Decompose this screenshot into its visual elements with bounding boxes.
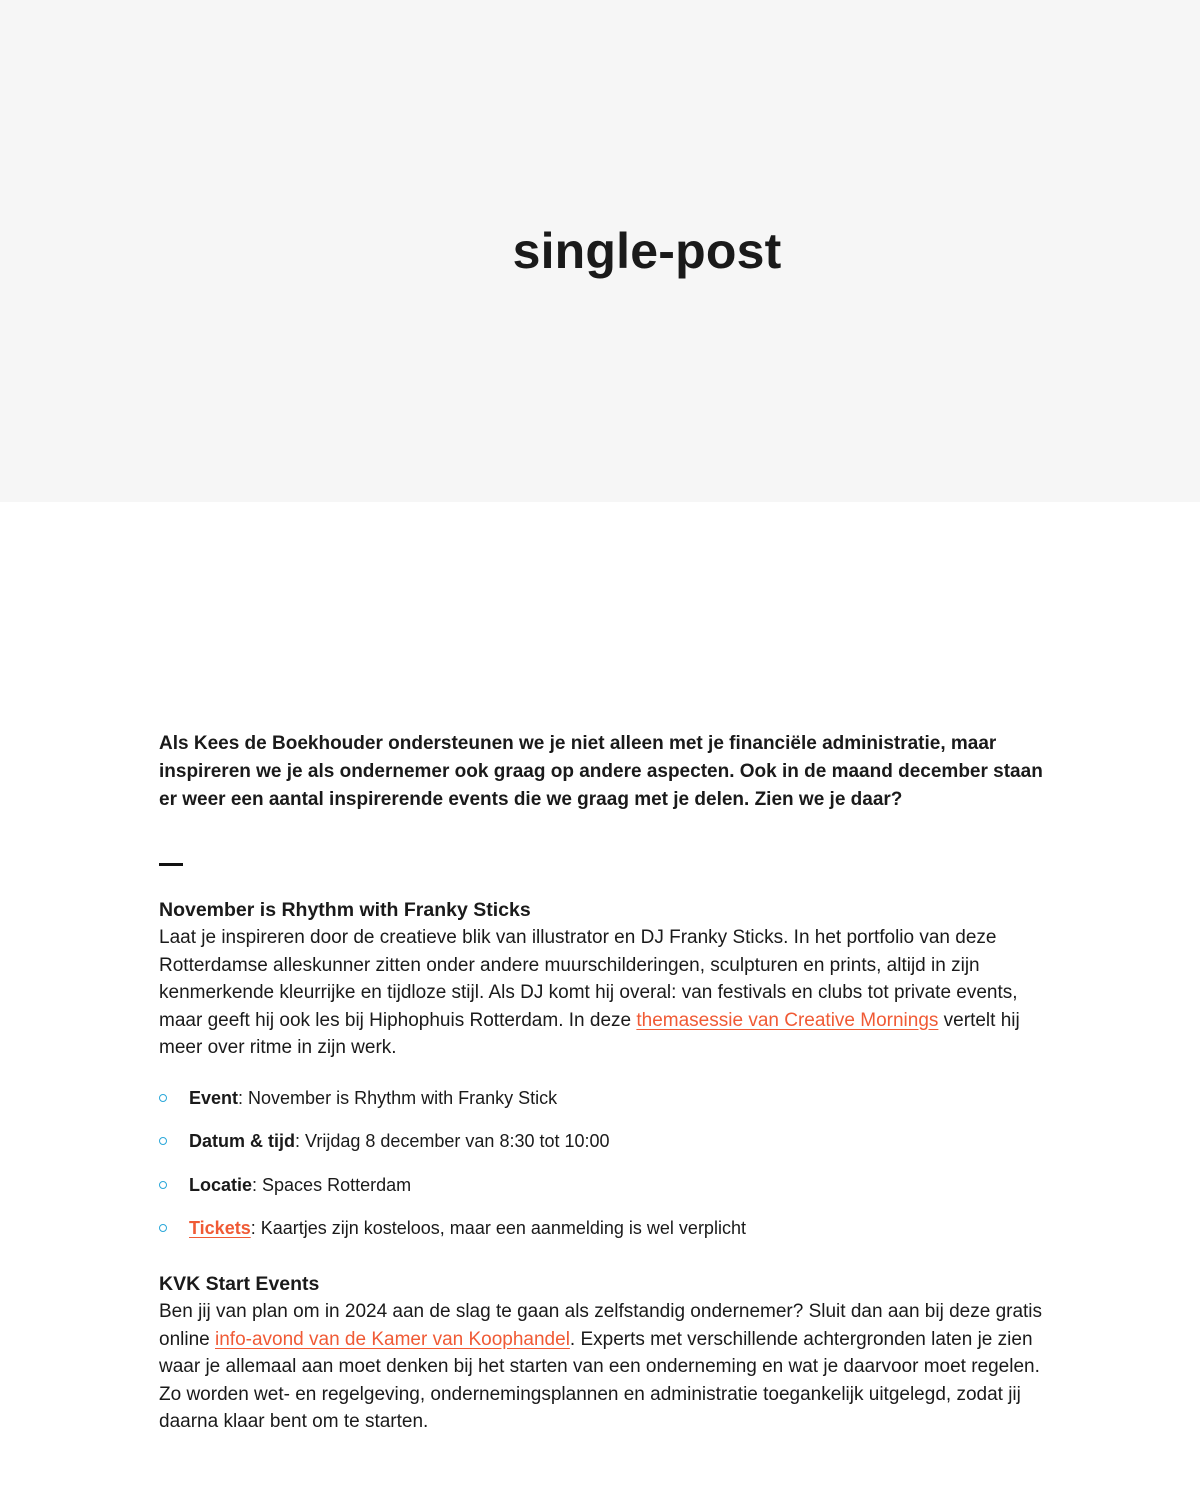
detail-value: : Vrijdag 8 december van 8:30 tot 10:00 — [295, 1131, 610, 1151]
event-description — [159, 1298, 1044, 1436]
page-title: single-post — [512, 223, 782, 279]
list-item — [159, 1086, 1044, 1110]
list-item — [159, 1173, 1044, 1197]
tickets-link[interactable]: Tickets — [189, 1218, 251, 1238]
hero-banner — [0, 0, 1200, 502]
circle-bullet-icon — [159, 1094, 167, 1102]
detail-value: : Kaartjes zijn kosteloos, maar een aanmelding is wel verplicht — [250, 1218, 746, 1238]
event-description-text-end: . Experts met verschillende achtergronden laten je zien waar je allemaal aan moet denken bij het starten van een onderneming en wat je daarvoor moet regelen. Zo worden wet- en regelgeving, ondernemingsplannen en administratie toegankelijk uitgelegd, zodat jij daarna klaar bent om te starten. — [159, 1328, 1040, 1432]
detail-value: : November is Rhythm with Franky Stick — [238, 1087, 558, 1108]
event-title: KVK Start Events — [159, 1273, 320, 1295]
circle-bullet-icon — [159, 1224, 167, 1232]
detail-value: : Spaces Rotterdam — [252, 1174, 412, 1195]
event-description-text: Laat je inspireren door de creatieve blik van illustrator en DJ Franky Sticks. In het portfolio van deze Rotterdamse alleskunner zitten onder andere muurschilderingen, sculpturen en prints, altijd in zijn kenmerkende kleurrijke en tijdloze stijl. Als DJ komt hij overal: van festivals en clubs tot private events, maar geeft hij ook les bij Hiphophuis Rotterdam. In deze — [159, 927, 1018, 1031]
list-item — [159, 1216, 1044, 1240]
list-item — [159, 1129, 1044, 1153]
event-section-franky-sticks — [159, 896, 1044, 1240]
event-description-text: Ben jij van plan om in 2024 aan de slag te gaan als zelfstandig ondernemer? Sluit dan aan bij deze gratis online — [159, 1301, 1043, 1350]
detail-label: Event — [189, 1087, 239, 1108]
intro-paragraph: Als Kees de Boekhouder ondersteunen we je niet alleen met je financiële administratie, maar inspireren we je als ondernemer ook graag op andere aspecten. Ook in de maand december staan er weer een aantal inspirerende events die we graag met je delen. Zien we je daar? — [159, 733, 1043, 810]
event-description — [159, 924, 1044, 1062]
creative-mornings-link[interactable]: themasessie van Creative Mornings — [636, 1009, 939, 1031]
event-section-kvk — [159, 1270, 1044, 1436]
event-details-list — [159, 1086, 1044, 1241]
detail-label: Locatie — [189, 1174, 253, 1195]
post-content — [159, 730, 1044, 1436]
section-divider — [159, 863, 183, 866]
circle-bullet-icon — [159, 1137, 167, 1145]
event-title: November is Rhythm with Franky Sticks — [159, 899, 531, 921]
circle-bullet-icon — [159, 1181, 167, 1189]
kvk-info-avond-link[interactable]: info-avond van de Kamer van Koophandel — [215, 1328, 570, 1350]
event-description-text-end: vertelt hij meer over ritme in zijn werk. — [159, 1009, 1020, 1058]
detail-label: Datum & tijd — [189, 1131, 295, 1151]
